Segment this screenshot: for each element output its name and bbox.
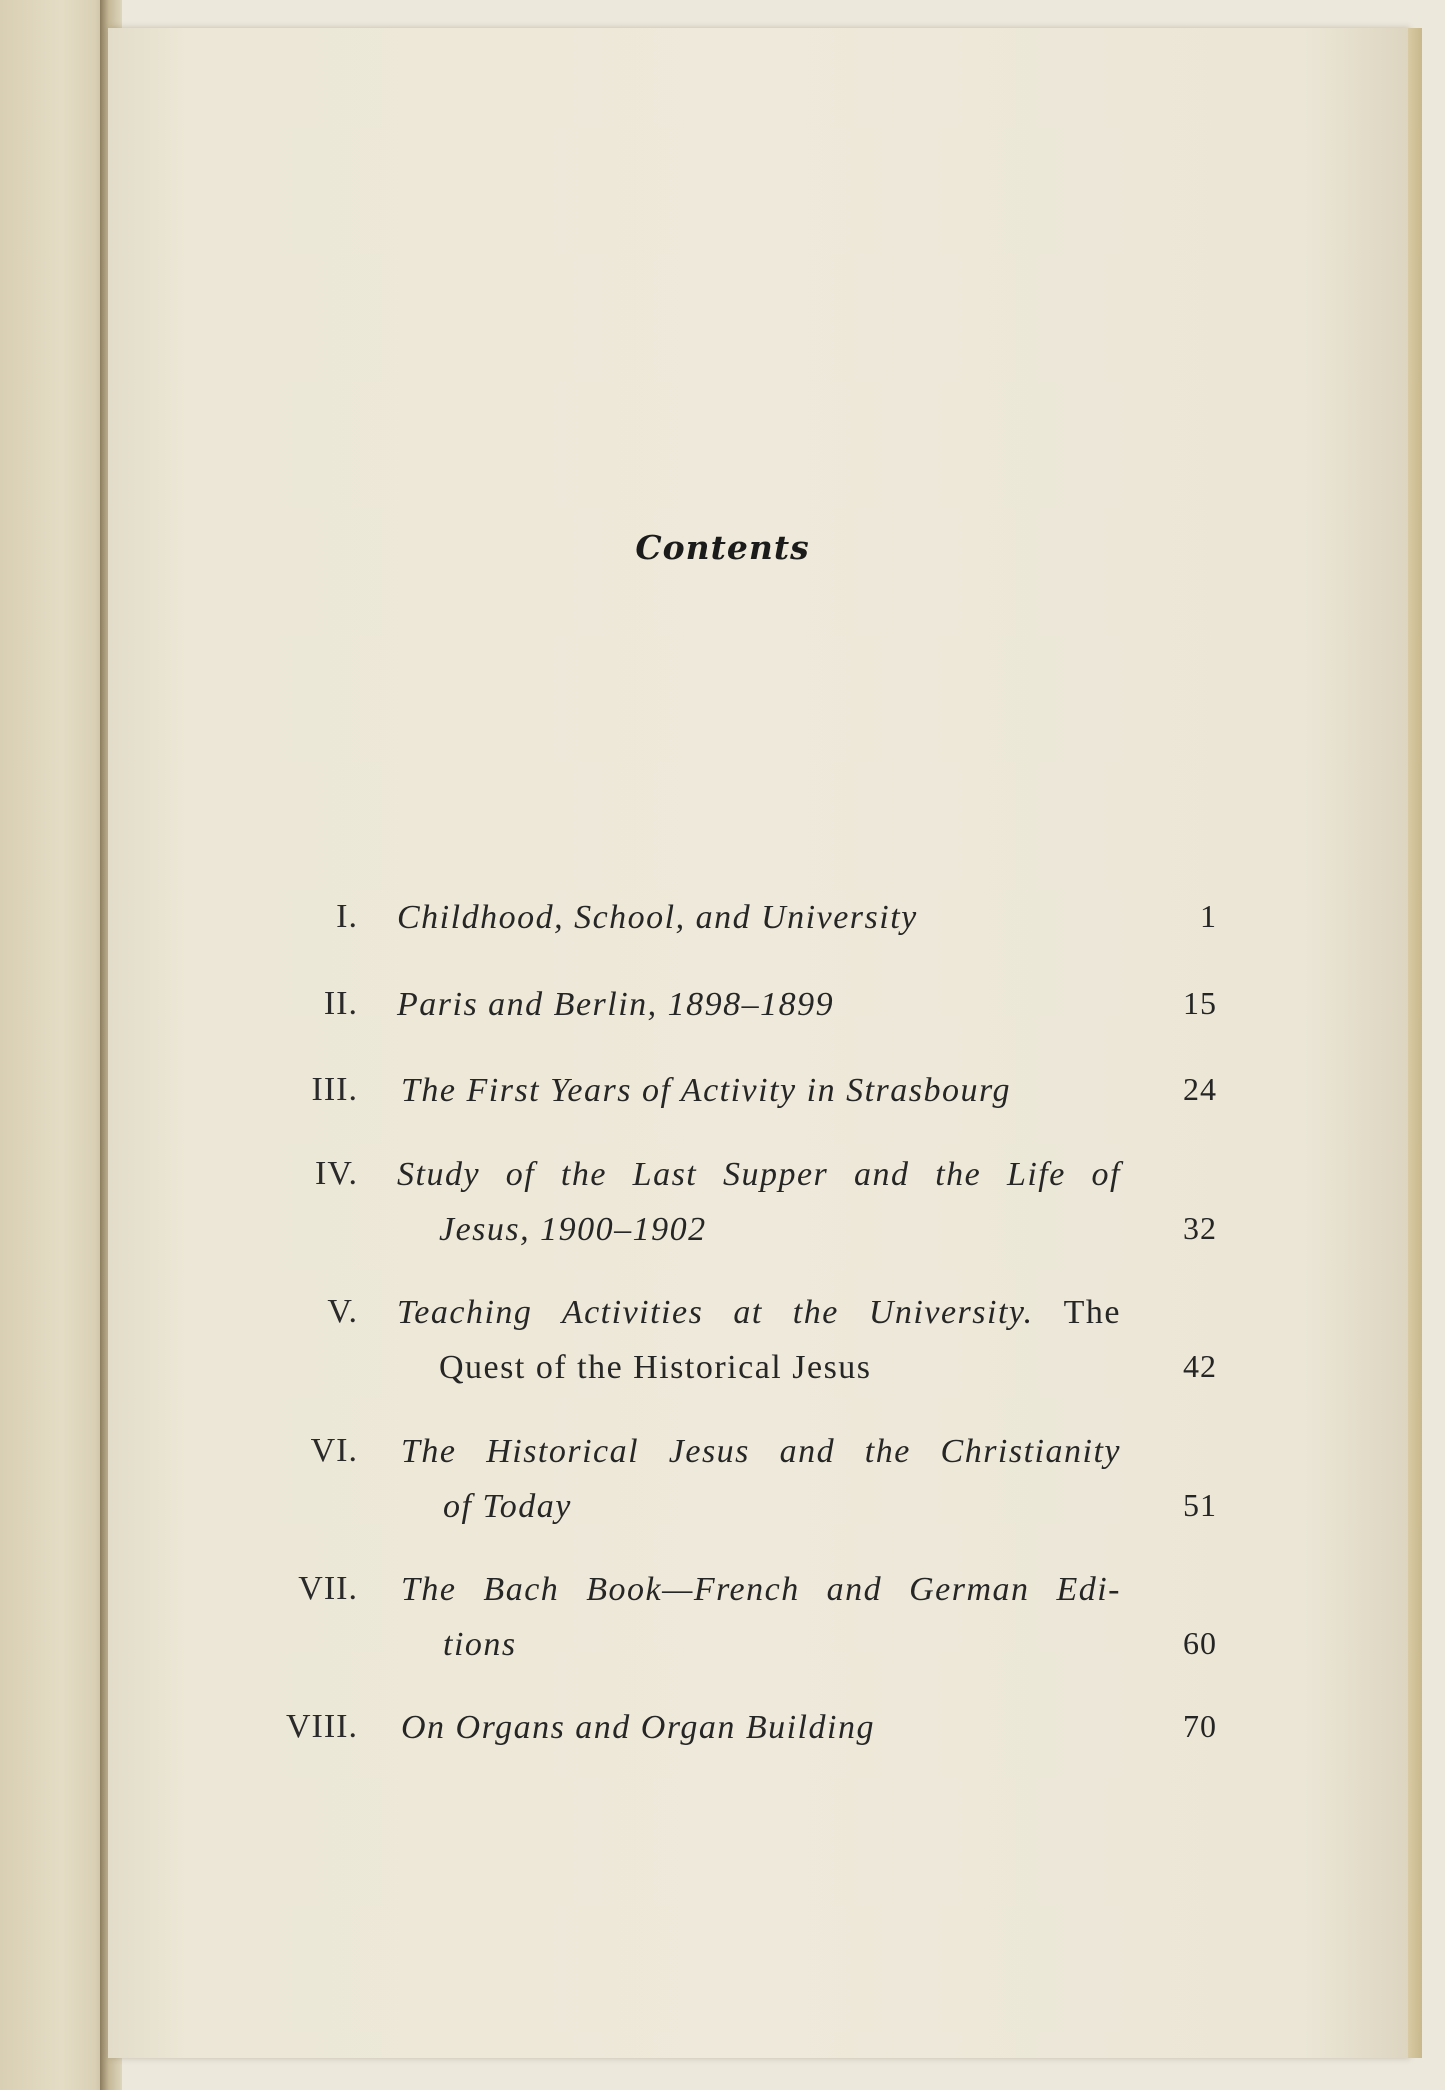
page-number: 1 <box>1200 898 1217 934</box>
page-number: 24 <box>1183 1071 1217 1107</box>
chapter-number: I. <box>336 898 358 935</box>
chapter-title: Paris and Berlin, 1898–1899 <box>397 986 835 1023</box>
page-number: 70 <box>1183 1708 1217 1744</box>
page-number: 15 <box>1183 985 1217 1021</box>
page-number: 51 <box>1183 1487 1217 1523</box>
chapter-title: The Historical Jesus and the Christianity of Today <box>401 1433 1121 1525</box>
chapter-number: VII. <box>298 1570 358 1607</box>
page-number: 42 <box>1183 1348 1217 1384</box>
chapter-number: VIII. <box>285 1708 358 1745</box>
chapter-title: The Bach Book—French and German Edi- tions <box>401 1571 1121 1663</box>
page-number: 32 <box>1183 1210 1217 1246</box>
page-number: 60 <box>1183 1625 1217 1661</box>
chapter-number: IV. <box>315 1155 358 1192</box>
page-title: Contents <box>635 528 810 567</box>
chapter-number: V. <box>327 1293 358 1330</box>
chapter-number: II. <box>323 985 358 1022</box>
chapter-title: The First Years of Activity in Strasbourg <box>401 1072 1011 1109</box>
chapter-title: On Organs and Organ Building <box>401 1709 875 1746</box>
chapter-number: VI. <box>310 1432 358 1469</box>
chapter-title: Childhood, School, and University <box>397 899 918 936</box>
chapter-title: Study of the Last Supper and the Life of Jesus, 1900–1902 <box>397 1156 1121 1248</box>
chapter-title: Teaching Activities at the University. The Quest of the Historical Jesus <box>397 1294 1122 1386</box>
chapter-number: III. <box>311 1071 358 1108</box>
